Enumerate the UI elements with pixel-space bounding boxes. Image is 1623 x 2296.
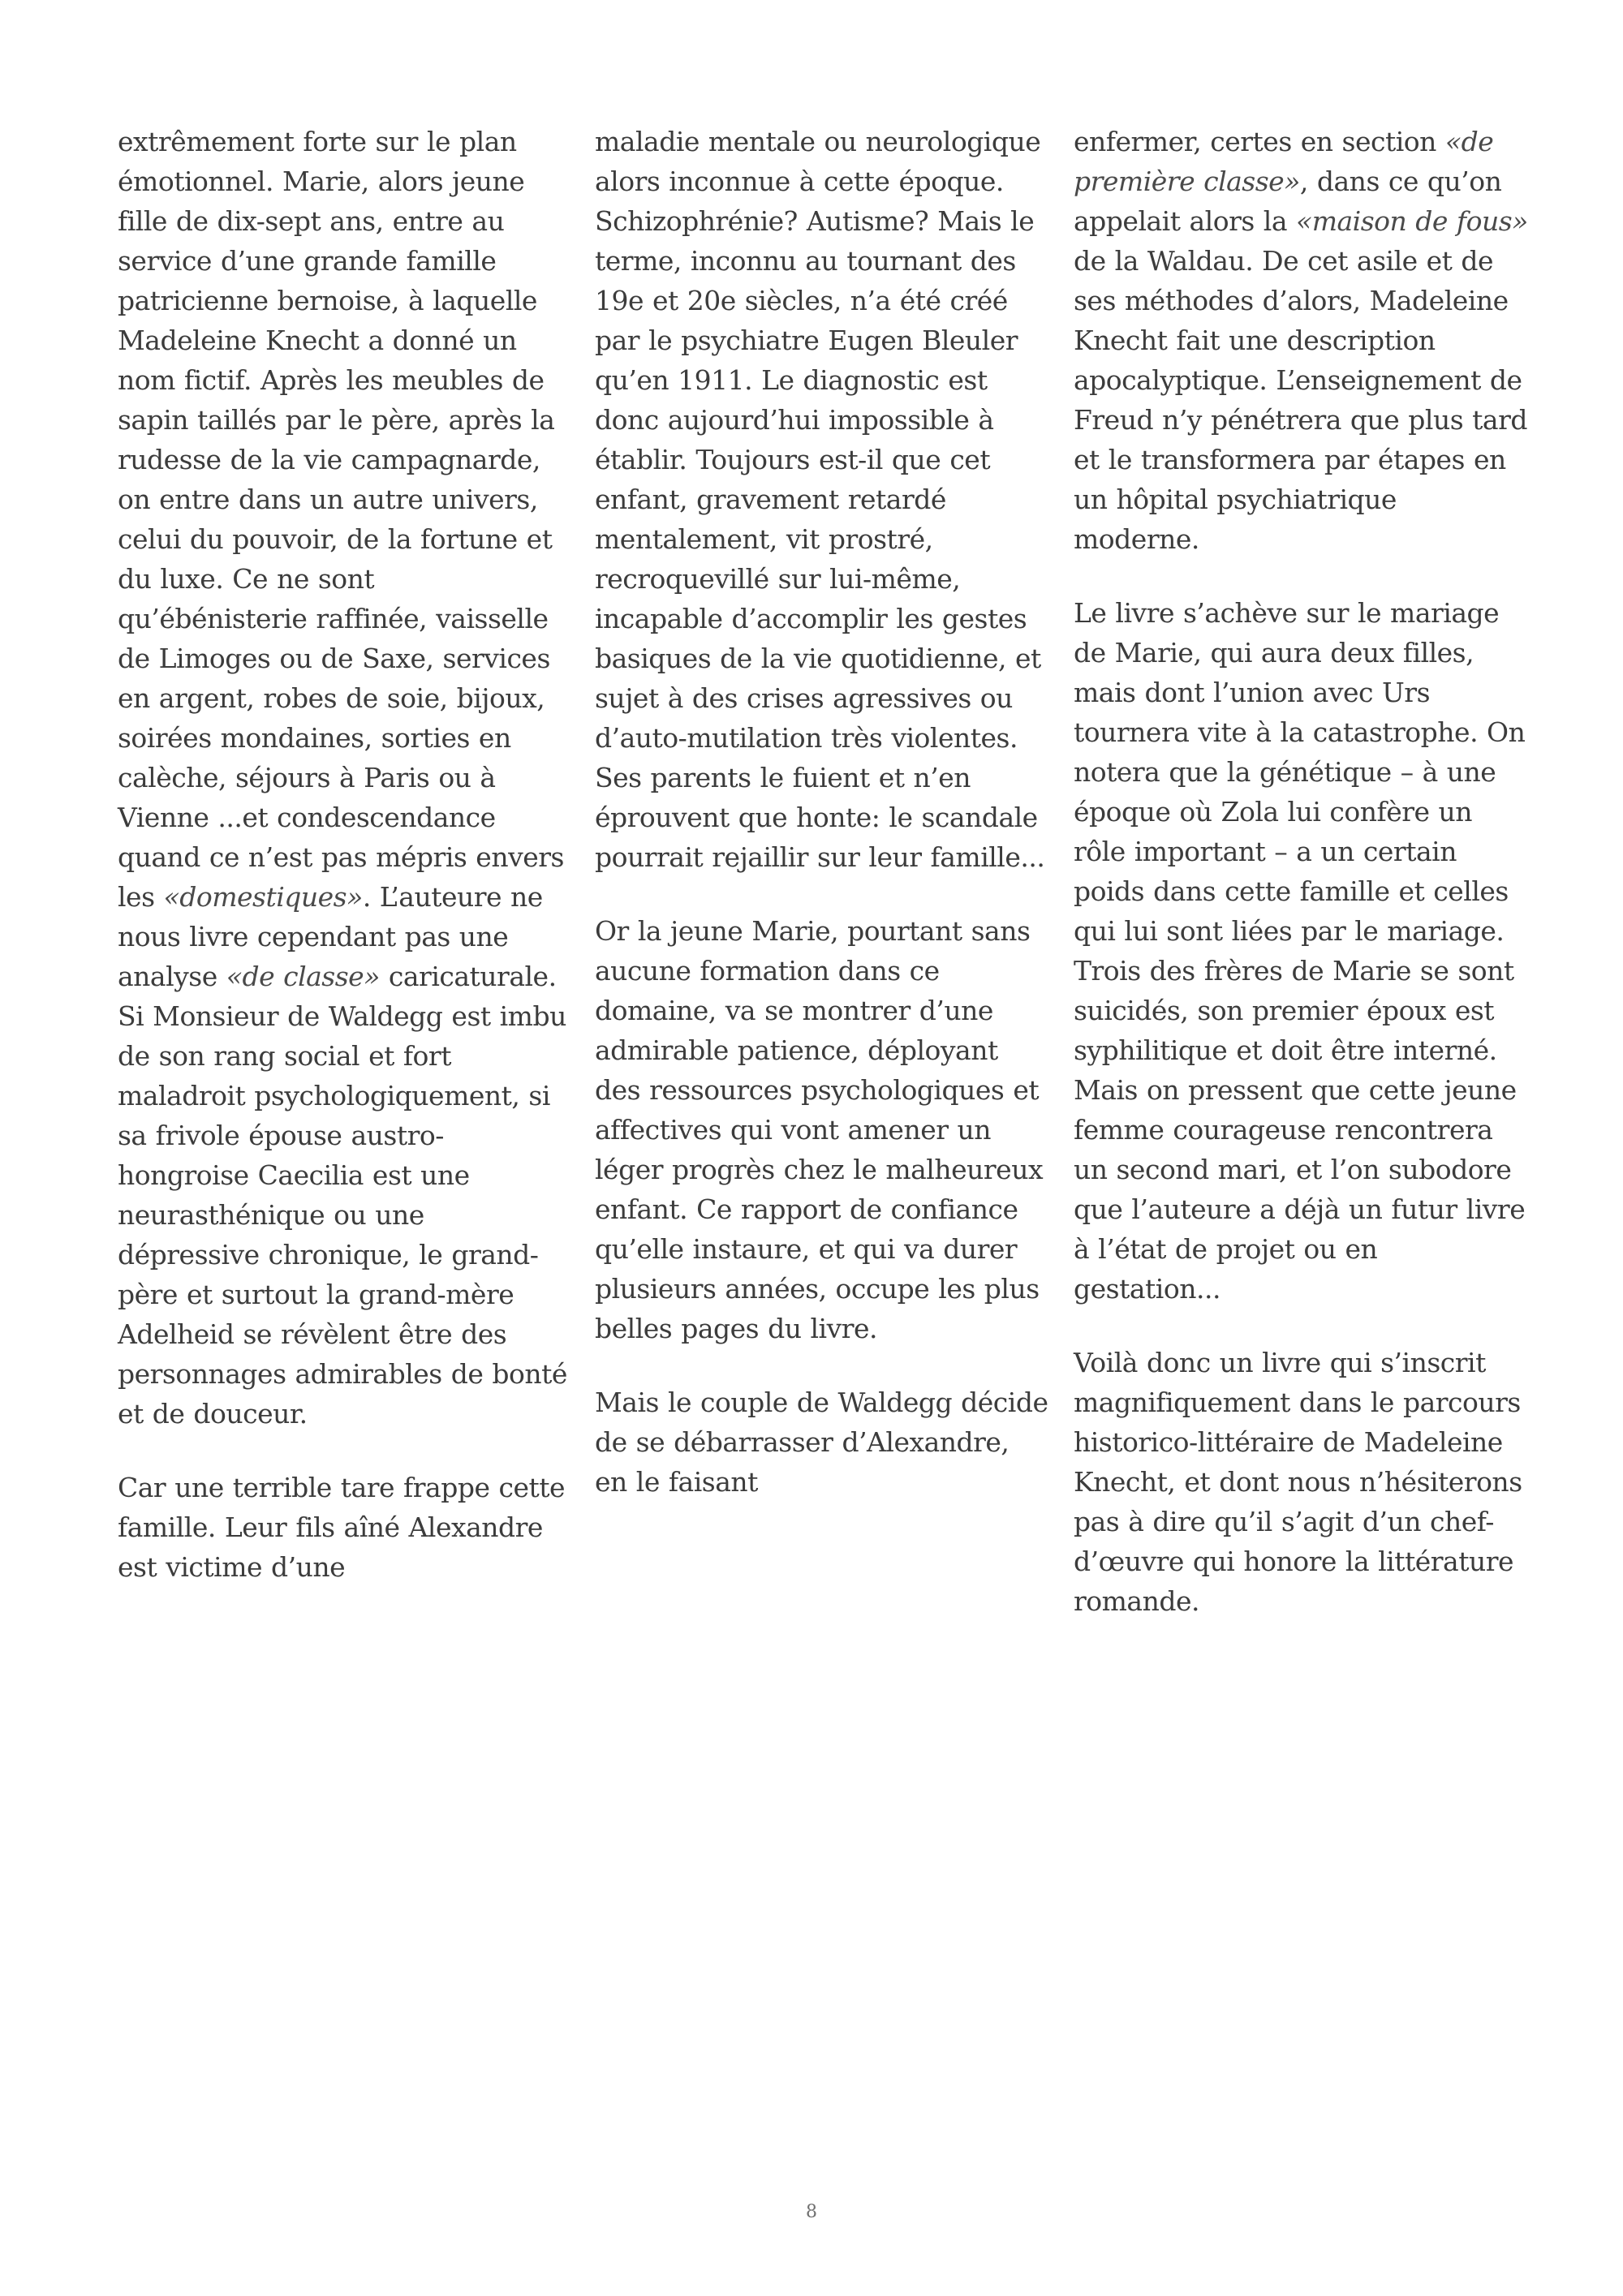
paragraph [1074,593,1528,1309]
text-segment: Car une terrible tare frappe cette famille. Leur fils aîné Alexandre est victime d’une [118,1472,566,1583]
text-segment: extrêmement forte sur le plan émotionnel. Marie, alors jeune fille de dix-sept ans, entre au service d’une grande famille patricienne bernoise, à laquelle Madeleine Knecht a donné un nom fictif. Après les meubles de sapin taillés par le père, après la rudesse de la vie campagnarde, on entre dans un autre univers, celui du pouvoir, de la fortune et du luxe. Ce ne sont qu’ébénisterie raffinée, vaisselle de Limoges ou de Saxe, services en argent, robes de soie, bijoux, soirées mondaines, sorties en calèche, séjours à Paris ou à Vienne ...et condescendance quand ce n’est pas mépris envers les [118,126,564,913]
text-segment: enfermer, certes en section [1074,126,1445,157]
text-segment: , dans ce qu’on appelait alors la [1074,166,1502,237]
text-segment: Or la jeune Marie, pourtant sans aucune formation dans ce domaine, va se montrer d’une admirable patience, déployant des ressources psychologiques et affectives qui vont amener un léger progrès chez le malheureux enfant. Ce rapport de confiance qu’elle instaure, et qui va durer plusieurs années, occupe les plus belles pages du livre. [595,915,1044,1344]
text-column-2 [595,122,1049,1536]
emphasized-text: «de classe» [226,961,380,992]
paragraph [118,122,572,1434]
text-segment: maladie mentale ou neurologique alors inconnue à cette époque. Schizophrénie? Autisme? Mais le terme, inconnu au tournant des 19e et 20e siècles, n’a été créé par le psychiatre Eugen Bleuler qu’en 1911. Le diagnostic est donc aujourd’hui impossible à établir. Toujours est-il que cet enfant, gravement retardé mentalement, vit prostré, recroquevillé sur lui-même, incapable d’accomplir les gestes basiques de la vie quotidienne, et sujet à des crises agressives ou d’auto-mutilation très violentes. Ses parents le fuient et n’en éprouvent que honte: le scandale pourrait rejaillir sur leur famille... [595,126,1045,873]
emphasized-text: «maison de fous» [1296,205,1528,237]
emphasized-text: «domestiques» [163,881,363,913]
text-segment: Mais le couple de Waldegg décide de se débarrasser d’Alexandre, en le faisant [595,1387,1048,1498]
page-number: 8 [806,2202,817,2222]
text-segment: caricaturale. Si Monsieur de Waldegg est imbu de son rang social et fort maladroit psychologiquement, si sa frivole épouse austro-hongroise Caecilia est une neurasthénique ou une dépressive chronique, le grand-père et surtout la grand-mère Adelheid se révèlent être des personnages admirables de bonté et de douceur. [118,961,567,1430]
paragraph [1074,122,1528,559]
paragraph [118,1468,572,1587]
paragraph [595,122,1049,877]
text-column-3 [1074,122,1528,1655]
text-segment: Le livre s’achève sur le mariage de Marie, qui aura deux filles, mais dont l’union avec Urs tournera vite à la catastrophe. On notera que la génétique – à une époque où Zola lui confère un rôle important – a un certain poids dans cette famille et celles qui lui sont liées par le mariage. Trois des frères de Marie se sont suicidés, son premier époux est syphilitique et doit être interné. Mais on pressent que cette jeune femme courageuse rencontrera un second mari, et l’on subodore que l’auteure a déjà un futur livre à l’état de projet ou en gestation... [1074,597,1526,1305]
text-segment: Voilà donc un livre qui s’inscrit magnifiquement dans le parcours historico-littéraire de Madeleine Knecht, et dont nous n’hésiterons pas à dire qu’il s’agit d’un chef-d’œuvre qui honore la littérature romande. [1074,1347,1522,1617]
emphasized-text: «de première classe» [1074,126,1494,197]
paragraph [595,911,1049,1348]
paragraph [1074,1343,1528,1621]
text-segment: de la Waldau. De cet asile et de ses méthodes d’alors, Madeleine Knecht fait une description apocalyptique. L’enseignement de Freud n’y pénétrera que plus tard et le transformera par étapes en un hôpital psychiatrique moderne. [1074,245,1527,555]
paragraph [595,1382,1049,1502]
text-column-1 [118,122,572,1621]
text-segment: . L’auteure ne nous livre cependant pas une analyse [118,881,543,992]
